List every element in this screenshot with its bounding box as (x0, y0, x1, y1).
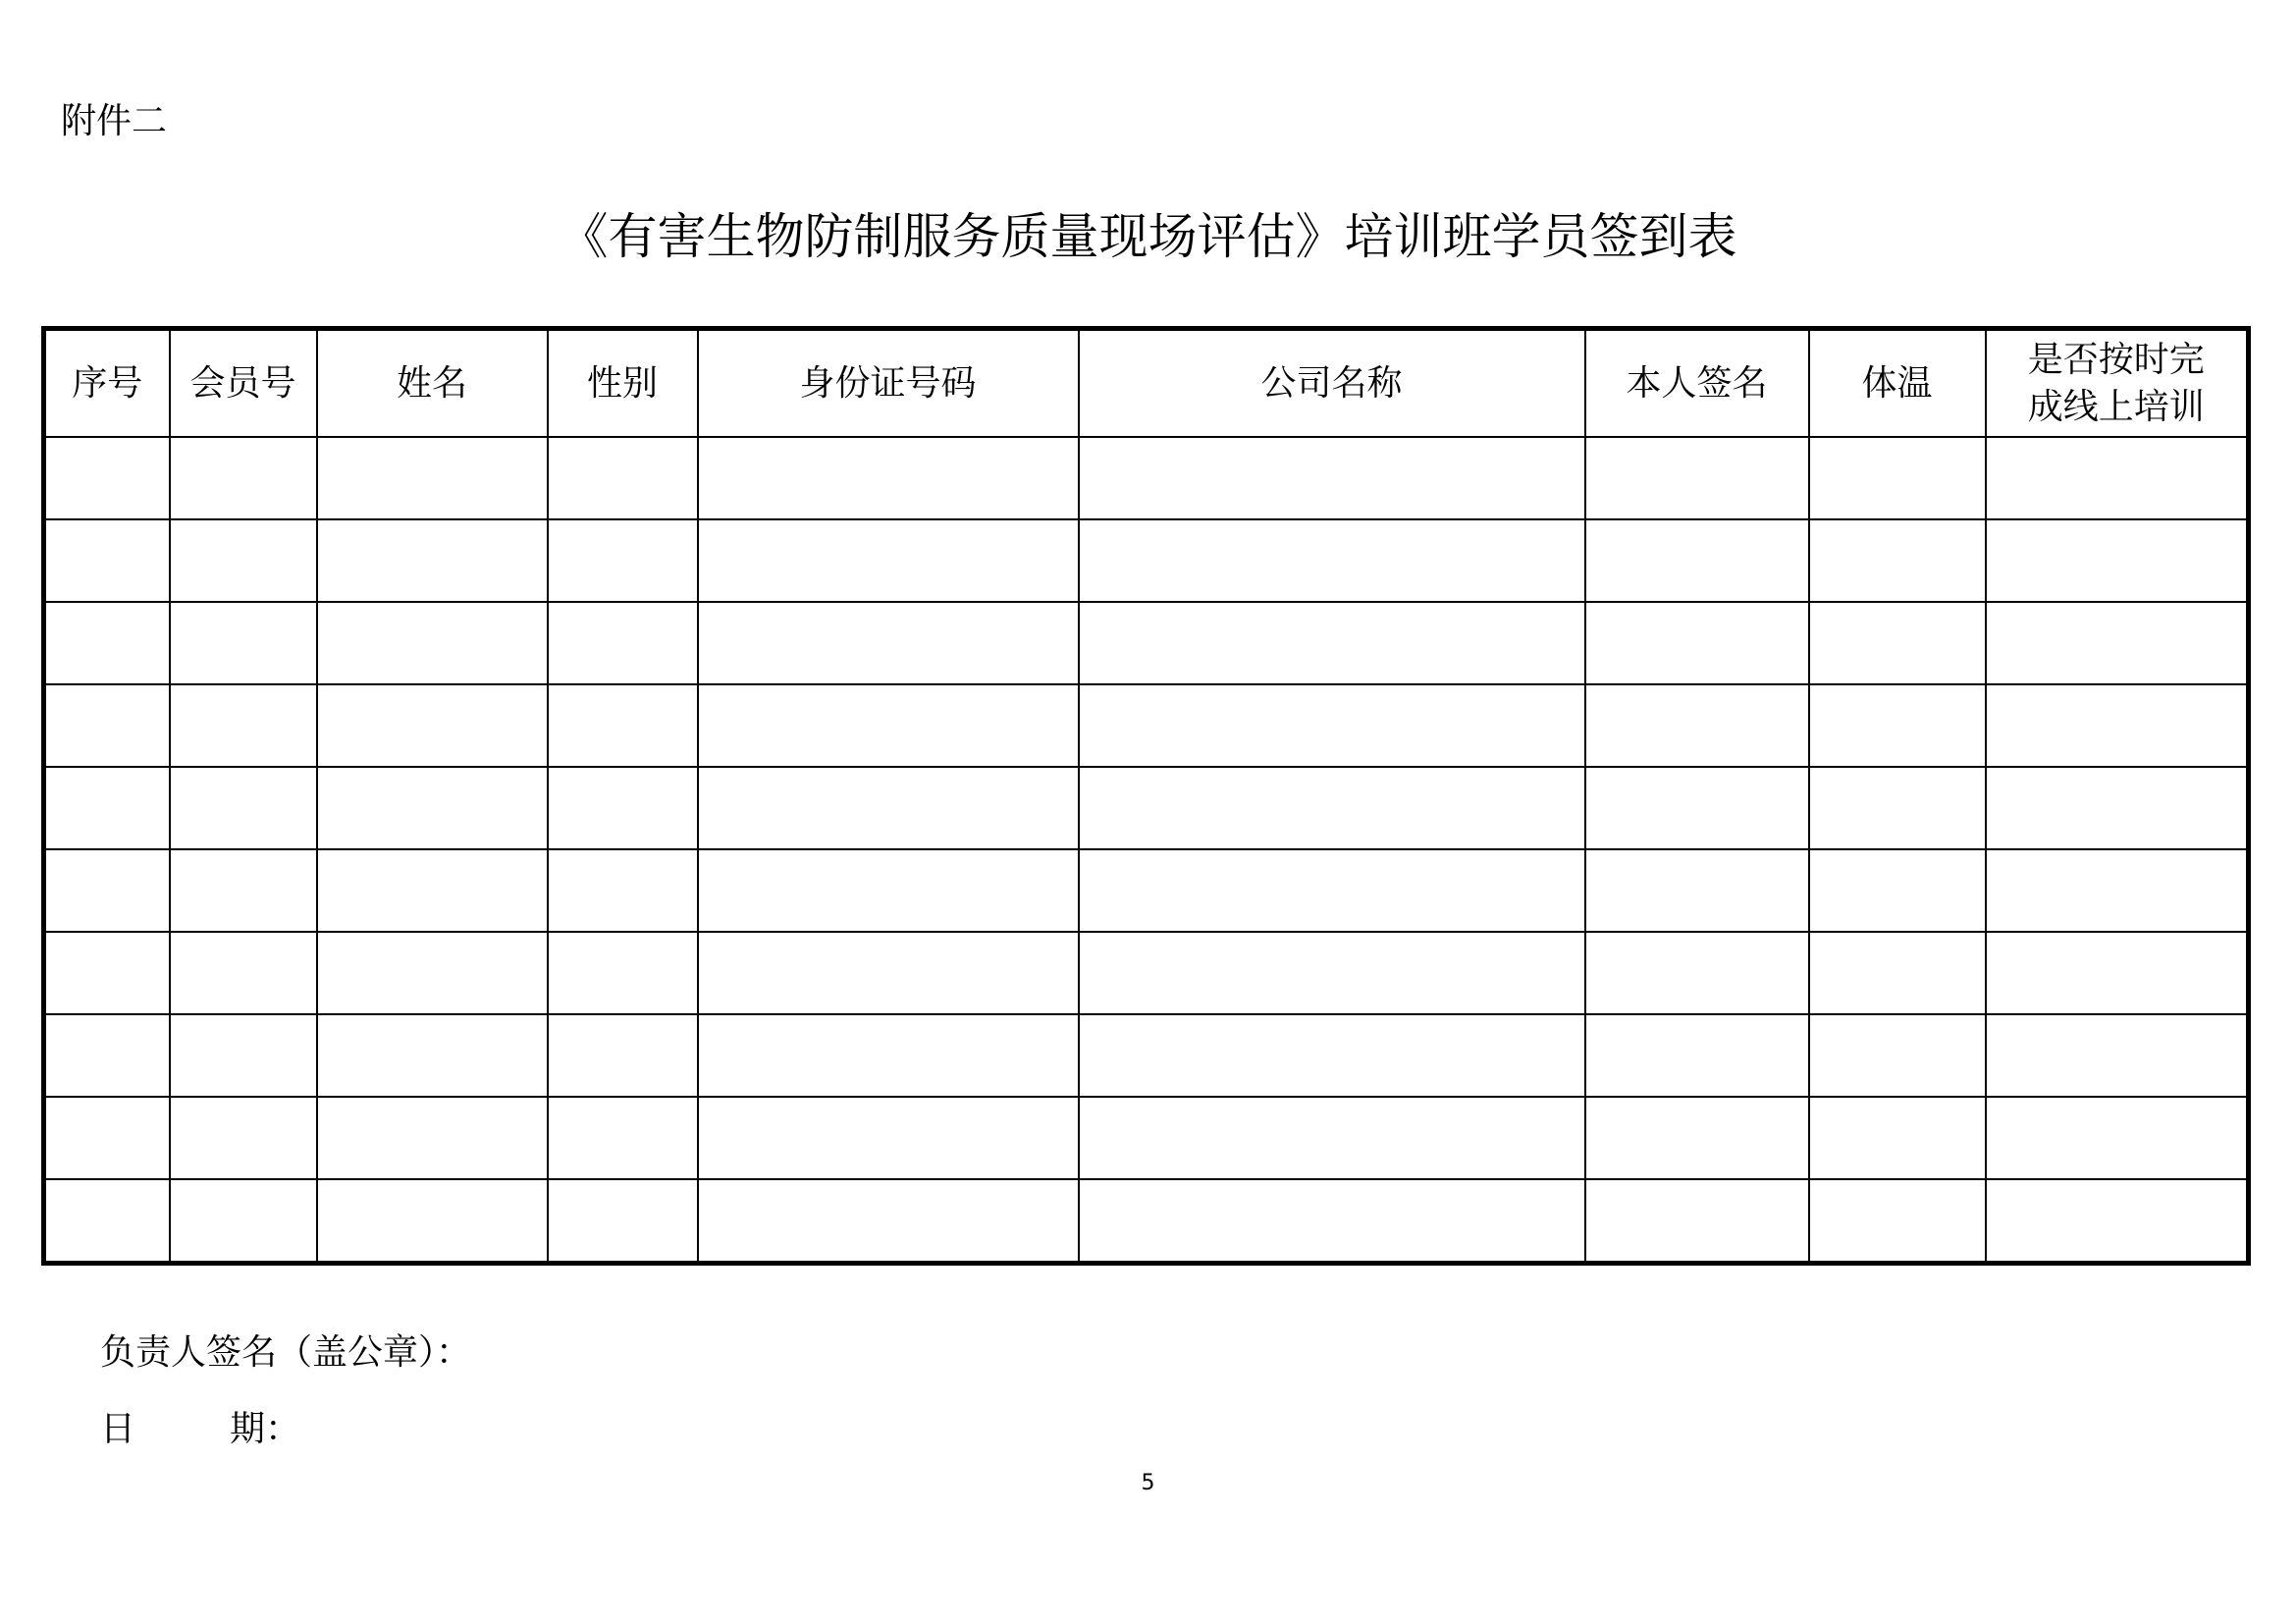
table-cell (1986, 932, 2249, 1014)
table-cell (44, 684, 170, 767)
header-online-training-completed (1986, 329, 2249, 438)
table-row (44, 1097, 2249, 1179)
table-cell (1585, 519, 1809, 602)
table-cell (170, 602, 317, 684)
table-cell (1809, 767, 1986, 849)
table-cell (44, 519, 170, 602)
table-cell (698, 519, 1079, 602)
table-cell (44, 437, 170, 519)
table-cell (170, 519, 317, 602)
date-label (100, 1406, 300, 1453)
table-cell (1585, 684, 1809, 767)
table-cell (170, 932, 317, 1014)
table-cell (44, 767, 170, 849)
table-cell (1585, 1179, 1809, 1264)
table-cell (317, 1097, 548, 1179)
table-cell (44, 849, 170, 932)
table-cell (1809, 1014, 1986, 1097)
table-row (44, 1179, 2249, 1264)
table-cell (548, 684, 698, 767)
table-row (44, 932, 2249, 1014)
table-cell (548, 849, 698, 932)
table-cell (698, 602, 1079, 684)
header-member-number: 会员号 (170, 329, 317, 438)
table-cell (1986, 767, 2249, 849)
header-gender: 性别 (548, 329, 698, 438)
table-cell (698, 437, 1079, 519)
table-cell (548, 1179, 698, 1264)
table-cell (1809, 519, 1986, 602)
table-cell (698, 684, 1079, 767)
table-cell (1079, 684, 1585, 767)
table-cell (1809, 849, 1986, 932)
table-cell (1986, 519, 2249, 602)
table-cell (698, 1179, 1079, 1264)
table-row (44, 437, 2249, 519)
table-cell (1986, 1014, 2249, 1097)
header-name: 姓名 (317, 329, 548, 438)
table-cell (1079, 602, 1585, 684)
table-cell (1986, 684, 2249, 767)
table-cell (548, 602, 698, 684)
table-cell (548, 767, 698, 849)
table-row (44, 1014, 2249, 1097)
responsible-person-signature-label: 负责人签名（盖公章）： (100, 1332, 472, 1373)
table-cell (1079, 932, 1585, 1014)
table-cell (548, 932, 698, 1014)
table-cell (317, 602, 548, 684)
page-number: 5 (1141, 1471, 1155, 1495)
document-title: 《有害生物防制服务质量现场评估》培训班学员签到表 (559, 208, 1737, 265)
table-cell (1585, 602, 1809, 684)
table-cell (1079, 1097, 1585, 1179)
header-online-training-line-1: 是否按时完 (2027, 339, 2205, 380)
table-cell (170, 437, 317, 519)
table-cell (317, 849, 548, 932)
header-body-temperature: 体温 (1809, 329, 1986, 438)
table-row (44, 767, 2249, 849)
table-row (44, 684, 2249, 767)
date-label-period: 期： (230, 1409, 301, 1449)
table-cell (1079, 1179, 1585, 1264)
table-cell (1809, 1179, 1986, 1264)
table-cell (317, 932, 548, 1014)
table-cell (44, 1179, 170, 1264)
header-serial-number: 序号 (44, 329, 170, 438)
table-cell (1585, 1097, 1809, 1179)
table-cell (170, 767, 317, 849)
table-cell (1079, 1014, 1585, 1097)
table-cell (1986, 1097, 2249, 1179)
table-cell (44, 1097, 170, 1179)
table-cell (1809, 1097, 1986, 1179)
table-cell (170, 1014, 317, 1097)
table-cell (1585, 932, 1809, 1014)
table-cell (1809, 932, 1986, 1014)
header-id-number: 身份证号码 (698, 329, 1079, 438)
table-cell (1079, 519, 1585, 602)
table-row (44, 602, 2249, 684)
table-cell (548, 437, 698, 519)
table-header-row (44, 329, 2249, 438)
table-cell (44, 932, 170, 1014)
table-cell (1986, 1179, 2249, 1264)
date-label-day: 日 (100, 1409, 136, 1449)
table-cell (317, 1179, 548, 1264)
table-cell (1986, 602, 2249, 684)
table-cell (548, 519, 698, 602)
header-signature: 本人签名 (1585, 329, 1809, 438)
table-row (44, 849, 2249, 932)
table-cell (44, 602, 170, 684)
attachment-label: 附件二 (61, 101, 168, 141)
table-cell (1809, 437, 1986, 519)
table-cell (548, 1097, 698, 1179)
table-cell (698, 767, 1079, 849)
table-cell (317, 437, 548, 519)
table-cell (1079, 849, 1585, 932)
table-cell (170, 684, 317, 767)
header-online-training-line-2: 成线上培训 (2027, 386, 2205, 427)
table-cell (1809, 684, 1986, 767)
table-cell (698, 1014, 1079, 1097)
table-cell (1585, 849, 1809, 932)
sign-in-table (41, 326, 2251, 1266)
table-cell (317, 1014, 548, 1097)
table-cell (698, 932, 1079, 1014)
table-cell (1585, 1014, 1809, 1097)
table-cell (698, 1097, 1079, 1179)
table-cell (1079, 767, 1585, 849)
table-cell (1079, 437, 1585, 519)
table-cell (170, 849, 317, 932)
table-row (44, 519, 2249, 602)
table-cell (317, 519, 548, 602)
table-cell (1986, 437, 2249, 519)
table-cell (317, 767, 548, 849)
table-body (44, 437, 2249, 1264)
table-cell (317, 684, 548, 767)
table-cell (1585, 767, 1809, 849)
table-cell (44, 1014, 170, 1097)
table-cell (170, 1179, 317, 1264)
table-cell (1809, 602, 1986, 684)
table-cell (1986, 849, 2249, 932)
header-company-name: 公司名称 (1079, 329, 1585, 438)
table-cell (548, 1014, 698, 1097)
table-cell (1585, 437, 1809, 519)
table-cell (698, 849, 1079, 932)
table-cell (170, 1097, 317, 1179)
